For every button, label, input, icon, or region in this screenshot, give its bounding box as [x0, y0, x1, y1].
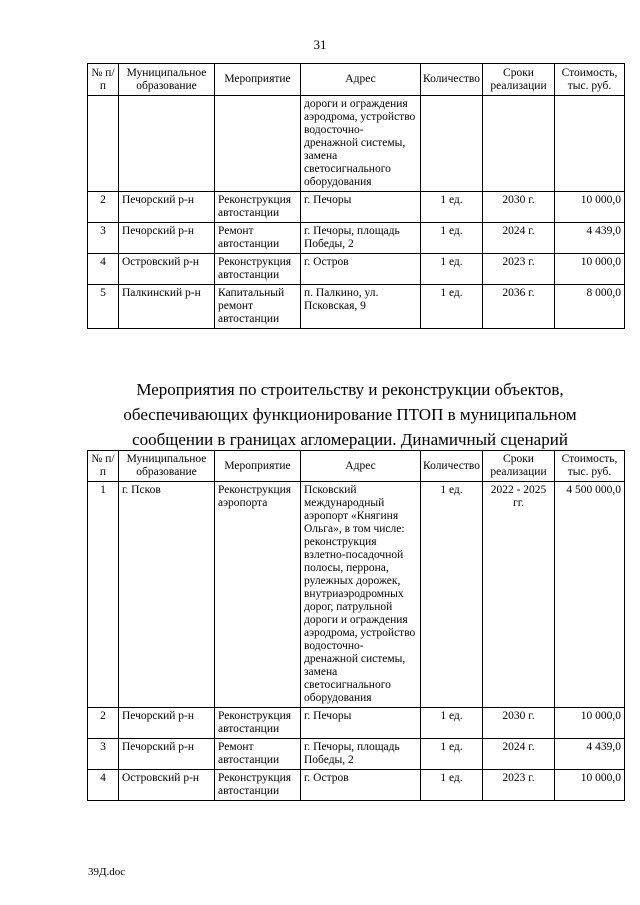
cell-period: 2023 г.	[483, 254, 555, 285]
cell-quantity: 1 ед.	[421, 739, 483, 770]
cell-measure: Реконструкция автостанции	[215, 770, 301, 801]
header-cost: Стоимость, тыс. руб.	[555, 64, 625, 96]
header-num: № п/п	[88, 64, 119, 96]
cell-quantity: 1 ед.	[421, 192, 483, 223]
cell-measure: Реконструкция автостанции	[215, 192, 301, 223]
cell-address: г. Печоры, площадь Победы, 2	[301, 223, 421, 254]
header-period: Сроки реализации	[483, 451, 555, 482]
table-row	[88, 192, 625, 223]
footer-filename: 39Д.doc	[88, 866, 126, 878]
cell-period	[483, 96, 555, 192]
cell-quantity: 1 ед.	[421, 770, 483, 801]
header-address: Адрес	[301, 64, 421, 96]
cell-cost: 10 000,0	[555, 192, 625, 223]
cell-address: г. Печоры	[301, 708, 421, 739]
cell-num: 2	[88, 192, 119, 223]
cell-quantity: 1 ед.	[421, 285, 483, 329]
cell-measure: Реконструкция аэропорта	[215, 482, 301, 708]
header-quantity: Количество	[421, 451, 483, 482]
header-cost: Стоимость, тыс. руб.	[555, 451, 625, 482]
cell-num	[88, 96, 119, 192]
header-municipality: Муниципальное образование	[119, 451, 215, 482]
cell-period: 2036 г.	[483, 285, 555, 329]
cell-cost: 10 000,0	[555, 770, 625, 801]
cell-municipality: Печорский р-н	[119, 192, 215, 223]
cell-quantity: 1 ед.	[421, 254, 483, 285]
table-row	[88, 739, 625, 770]
cell-period: 2024 г.	[483, 223, 555, 254]
cell-quantity: 1 ед.	[421, 708, 483, 739]
table-row	[88, 770, 625, 801]
cell-municipality	[119, 96, 215, 192]
cell-cost: 8 000,0	[555, 285, 625, 329]
cell-cost: 4 439,0	[555, 223, 625, 254]
header-quantity: Количество	[421, 64, 483, 96]
table-row	[88, 254, 625, 285]
header-measure: Мероприятие	[215, 451, 301, 482]
header-period: Сроки реализации	[483, 64, 555, 96]
cell-municipality: Палкинский р-н	[119, 285, 215, 329]
cell-period: 2030 г.	[483, 192, 555, 223]
cell-cost: 10 000,0	[555, 708, 625, 739]
page-number: 31	[313, 37, 327, 52]
cell-address: г. Остров	[301, 254, 421, 285]
cell-address: Псковский международный аэропорт «Княгиня Ольга», в том числе: реконструкция взлетно-посадочной полосы, перрона, рулежных дорожек, внутриаэродромных дорог, патрульной дороги и ограждения аэродрома, устройство водосточно-дренажной системы, замена светосигнального оборудования	[301, 482, 421, 708]
header-num: № п/п	[88, 451, 119, 482]
cell-num: 4	[88, 254, 119, 285]
cell-address: г. Печоры	[301, 192, 421, 223]
table-row	[88, 96, 625, 192]
table-row	[88, 482, 625, 708]
cell-num: 3	[88, 739, 119, 770]
cell-municipality: Островский р-н	[119, 770, 215, 801]
cell-period: 2022 - 2025 гг.	[483, 482, 555, 708]
header-measure: Мероприятие	[215, 64, 301, 96]
cell-quantity: 1 ед.	[421, 482, 483, 708]
cell-measure: Ремонт автостанции	[215, 739, 301, 770]
cell-measure: Ремонт автостанции	[215, 223, 301, 254]
cell-address: г. Печоры, площадь Победы, 2	[301, 739, 421, 770]
cell-measure: Реконструкция автостанции	[215, 254, 301, 285]
heading-line-3: сообщении в границах агломерации. Динамичный сценарий	[132, 430, 568, 449]
header-municipality: Муниципальное образование	[119, 64, 215, 96]
cell-cost: 10 000,0	[555, 254, 625, 285]
cell-address: дороги и ограждения аэродрома, устройство водосточно-дренажной системы, замена светосигнального оборудования	[301, 96, 421, 192]
cell-address: г. Остров	[301, 770, 421, 801]
cell-period: 2030 г.	[483, 708, 555, 739]
cell-cost: 4 500 000,0	[555, 482, 625, 708]
cell-num: 3	[88, 223, 119, 254]
cell-municipality: Островский р-н	[119, 254, 215, 285]
cell-num: 2	[88, 708, 119, 739]
cell-measure	[215, 96, 301, 192]
cell-measure: Капитальный ремонт автостанции	[215, 285, 301, 329]
cell-measure: Реконструкция автостанции	[215, 708, 301, 739]
cell-num: 4	[88, 770, 119, 801]
cell-cost: 4 439,0	[555, 739, 625, 770]
measures-table-1	[87, 63, 625, 329]
measures-table-2	[87, 450, 625, 801]
heading-line-1: Мероприятия по строительству и реконструкции объектов,	[136, 380, 564, 399]
cell-municipality: Печорский р-н	[119, 708, 215, 739]
header-address: Адрес	[301, 451, 421, 482]
section-heading	[80, 377, 620, 452]
cell-num: 1	[88, 482, 119, 708]
cell-municipality: г. Псков	[119, 482, 215, 708]
cell-period: 2024 г.	[483, 739, 555, 770]
cell-municipality: Печорский р-н	[119, 739, 215, 770]
table-row	[88, 285, 625, 329]
cell-municipality: Печорский р-н	[119, 223, 215, 254]
cell-quantity: 1 ед.	[421, 223, 483, 254]
table-row	[88, 708, 625, 739]
cell-cost	[555, 96, 625, 192]
cell-quantity	[421, 96, 483, 192]
cell-num: 5	[88, 285, 119, 329]
heading-line-2: обеспечивающих функционирование ПТОП в муниципальном	[123, 405, 577, 424]
table-row	[88, 223, 625, 254]
cell-address: п. Палкино, ул. Псковская, 9	[301, 285, 421, 329]
cell-period: 2023 г.	[483, 770, 555, 801]
